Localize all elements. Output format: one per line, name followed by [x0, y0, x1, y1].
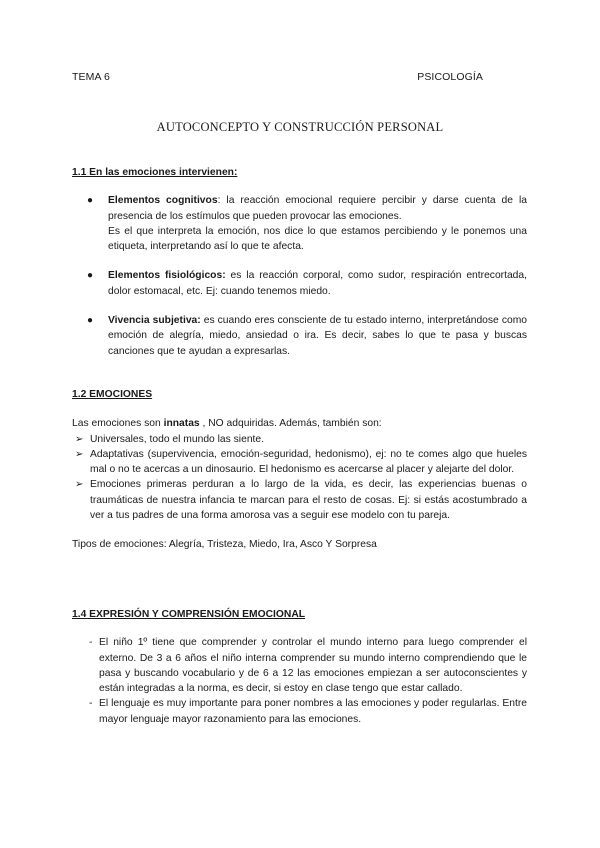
section-heading: 1.1 En las emociones intervienen: [72, 167, 238, 178]
list-item [72, 477, 527, 523]
bullet-list [72, 193, 527, 359]
emotion-types: Tipos de emociones: Alegría, Tristeza, Miedo, Ira, Asco Y Sorpresa [72, 539, 377, 551]
item-text: es la reacción corporal, como sudor, respiración entrecortada, dolor estomacal, etc. Ej: cuando tenemos miedo. [108, 270, 527, 297]
list-item [72, 635, 527, 696]
bullet-icon: ● [87, 315, 94, 327]
item-text: Adaptativas (supervivencia, emoción-seguridad, hedonismo), ej: no te comes algo que hueles mal o no te acercas a un dinosaurio. El hedonismo es acercarse al placer y alejarte del dolor. [90, 448, 527, 476]
intro-text: Las emociones son [72, 418, 164, 430]
intro-text: , NO adquiridas. Además, también son: [199, 418, 382, 430]
intro-bold: innatas [163, 418, 200, 430]
list-item [72, 268, 527, 299]
dash-bullet-icon: - [89, 637, 93, 649]
arrow-bullet-icon: ➢ [75, 479, 84, 491]
document-title: AUTOCONCEPTO Y CONSTRUCCIÓN PERSONAL [156, 120, 444, 134]
list-item [72, 696, 527, 727]
item-text: : la reacción emocional requiere percibir y darse cuenta de la presencia de los estímulos que pueden provocar las emociones. [108, 195, 527, 222]
list-item [72, 432, 527, 447]
item-term: Elementos fisiológicos: [108, 270, 226, 282]
item-text: El niño 1º tiene que comprender y controlar el mundo interno para luego comprender el externo. De 3 a 6 años el niño interna comprender su mundo interno comprendiendo que le pasa y buscando vocabulario y de 6 a 12 las emociones empiezan a ser autoconscientes y están integradas a la norma, es decir, si estoy en clase tengo que estar callado. [99, 637, 527, 695]
arrow-bullet-icon: ➢ [75, 448, 84, 460]
item-text: es cuando eres consciente de tu estado interno, interpretándose como emoción de alegría, miedo, ansiedad o ira. Es decir, sabes lo que te pasa y buscas canciones que te ayudan a expresarlas. [108, 315, 527, 357]
item-term: Elementos cognitivos [108, 195, 218, 207]
header-topic: TEMA 6 [72, 71, 110, 83]
header-subject: PSICOLOGÍA [417, 71, 483, 83]
dash-bullet-icon: - [89, 698, 93, 710]
section-1-4 [72, 607, 527, 727]
arrow-bullet-icon: ➢ [75, 433, 84, 445]
item-term: Vivencia subjetiva: [108, 315, 201, 327]
list-item [72, 193, 527, 254]
item-text: Universales, todo el mundo las siente. [90, 433, 264, 445]
list-item [72, 313, 527, 359]
bullet-icon: ● [87, 195, 94, 207]
section-1-1 [72, 165, 527, 359]
bullet-icon: ● [87, 270, 94, 282]
section-heading: 1.2 EMOCIONES [72, 389, 153, 400]
item-text: Emociones primeras perduran a lo largo de la vida, es decir, las experiencias buenas o traumáticas de nuestra infancia te marcan para el resto de cosas. Ej: si estás acostumbrado a ver a tus padres de una forma amorosa vas a seguir ese modelo con tu pareja. [90, 479, 527, 522]
item-extra: Es el que interpreta la emoción, nos dice lo que estamos percibiendo y le ponemos una etiqueta, interpretando así lo que te afecta. [108, 225, 527, 253]
arrow-list [72, 432, 527, 524]
item-text: El lenguaje es muy importante para poner nombres a las emociones y poder regularlas. Entre mayor lenguaje mayor razonamiento para las emociones. [99, 698, 527, 725]
section-heading: 1.4 EXPRESIÓN Y COMPRENSIÓN EMOCIONAL [72, 609, 306, 620]
list-item [72, 447, 527, 478]
dash-list [72, 635, 527, 727]
intro-paragraph [72, 416, 527, 431]
section-1-2 [72, 387, 527, 553]
